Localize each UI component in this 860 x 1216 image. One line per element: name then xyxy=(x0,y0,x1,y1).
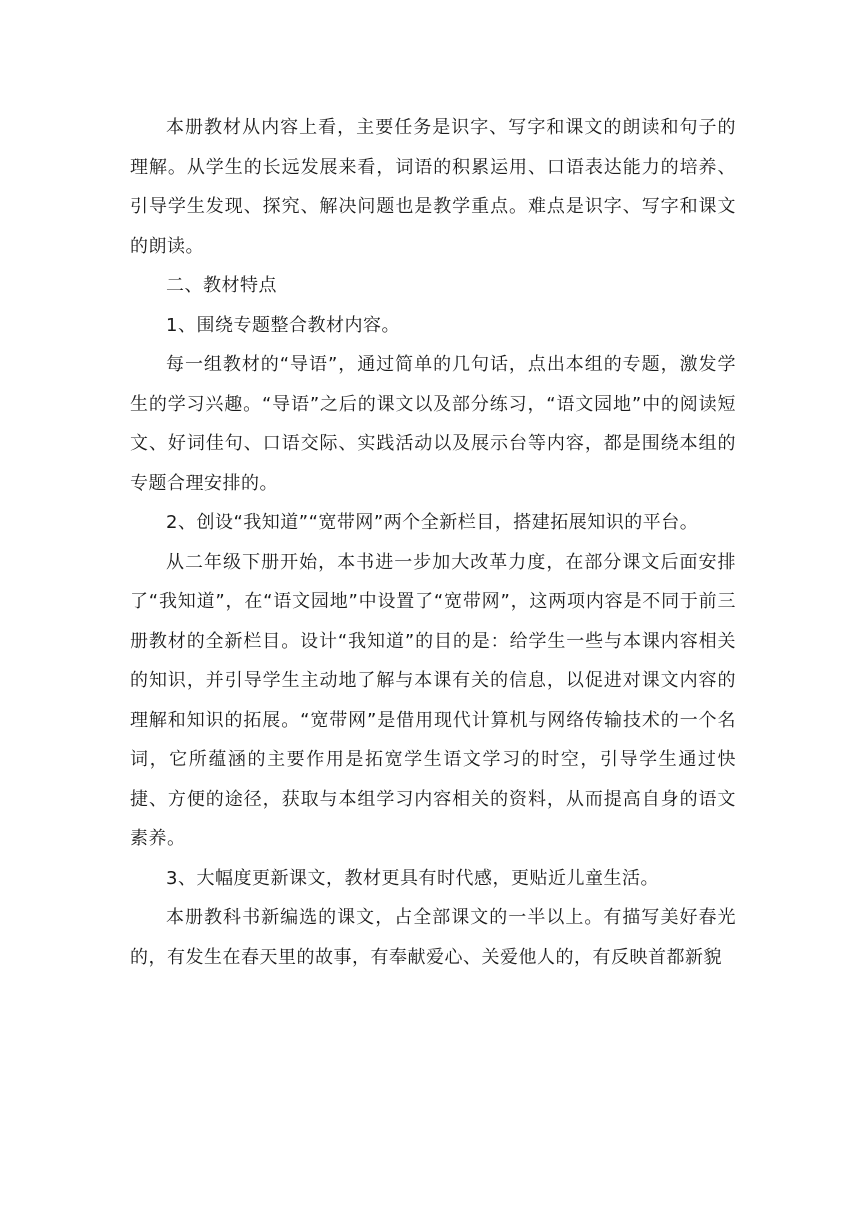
subheading-new-columns: 2、创设“我知道”“宽带网”两个全新栏目，搭建拓展知识的平台。 xyxy=(166,512,699,533)
paragraph-intro: 本册教材从内容上看，主要任务是识字、写字和课文的朗读和句子的理解。从学生的长远发展来看，词语的积累运用、口语表达能力的培养、引导学生发现、探究、解决问题也是教学重点。难点是识字、写字和课文的朗读。 xyxy=(130,117,736,257)
paragraph-updated-texts: 本册教科书新编选的课文，占全部课文的一半以上。有描写美好春光的，有发生在春天里的故事，有奉献爱心、关爱他人的，有反映首都新貌 xyxy=(130,907,736,968)
section-heading-textbook-features: 二、教材特点 xyxy=(166,275,277,296)
paragraph-theme-integration: 每一组教材的“导语”，通过简单的几句话，点出本组的专题，激发学生的学习兴趣。“导语”之后的课文以及部分练习，“语文园地”中的阅读短文、好词佳句、口语交际、实践活动以及展示台等内容，都是围绕本组的专题合理安排的。 xyxy=(130,354,736,494)
paragraph-new-columns: 从二年级下册开始，本书进一步加大改革力度，在部分课文后面安排了“我知道”，在“语文园地”中设置了“宽带网”，这两项内容是不同于前三册教材的全新栏目。设计“我知道”的目的是：给学生一些与本课内容相关的知识，并引导学生主动地了解与本课有关的信息，以促进对课文内容的理解和知识的拓展。“宽带网”是借用现代计算机与网络传输技术的一个名词，它所蕴涵的主要作用是拓宽学生语文学习的时空，引导学生通过快捷、方便的途径，获取与本组学习内容相关的资料，从而提高自身的语文素养。 xyxy=(130,551,736,849)
subheading-updated-texts: 3、大幅度更新课文，教材更具有时代感，更贴近儿童生活。 xyxy=(166,867,659,889)
document-body xyxy=(130,108,736,977)
subheading-theme-integration: 1、围绕专题整合教材内容。 xyxy=(166,314,400,336)
